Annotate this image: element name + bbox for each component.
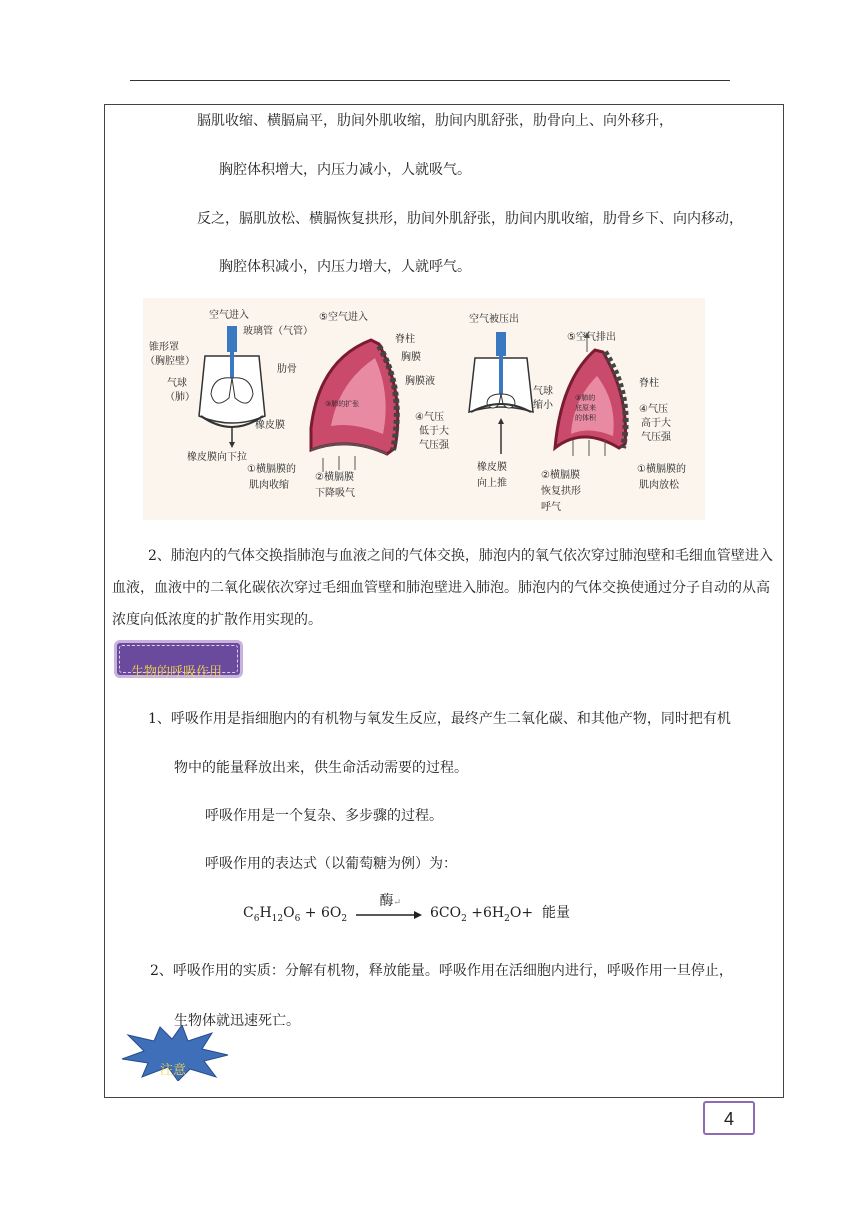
fig-label: 肌肉放松 — [639, 480, 679, 491]
fig-label: 脊柱 — [639, 378, 659, 389]
fig-label: （胸腔壁） — [145, 356, 195, 367]
fig-label: 橡皮膜向下拉 — [187, 452, 247, 463]
fig-label: ⑤空气排出 — [567, 332, 616, 343]
fig-label: 呼气 — [541, 502, 561, 513]
fig-label: 玻璃管（气管） — [243, 326, 313, 337]
fig-label: 气球 — [533, 386, 553, 397]
header-rule — [130, 80, 730, 81]
fig-label: ⑤空气进入 — [319, 312, 368, 323]
fig-label: 下降吸气 — [315, 488, 355, 499]
section-title: 生物的呼吸作用 — [131, 665, 223, 680]
inhale-line-2: 胸腔体积增大，内压力减小，人就吸气。 — [219, 162, 471, 178]
fig-label: ①横膈膜的 — [637, 464, 686, 475]
fig-label: ③肺的 — [575, 394, 596, 402]
fig-label: 恢复拱形 — [541, 486, 581, 497]
respiration-expression-intro: 呼吸作用的表达式（以葡萄糖为例）为： — [205, 856, 457, 872]
alveolar-gas-exchange-paragraph: 2、肺泡内的气体交换指肺泡与血液之间的气体交换，肺泡内的氧气依次穿过肺泡壁和毛细血管壁进入血液，血液中的二氧化碳依次穿过毛细血管壁和肺泡壁进入肺泡。肺泡内的气体交换使通过分子自动的从高浓度向低浓度的扩散作用实现的。 — [112, 548, 773, 628]
respiration-essence-line-1: 2、呼吸作用的实质：分解有机物，释放能量。呼吸作用在活细胞内进行，呼吸作用一旦停止， — [150, 963, 733, 979]
glucose-formula: $C_6H_{12}O_6 + 6O_2$ — [243, 905, 348, 924]
fig-label: ④气压 — [415, 412, 444, 423]
fig-label: ②横膈膜 — [315, 472, 354, 483]
fig-label: 向上推 — [477, 478, 507, 489]
fig-label: 肋骨 — [277, 364, 297, 375]
note-label: 注意 — [160, 1063, 187, 1078]
fig-label: 胸膜 — [401, 352, 421, 363]
products-formula: $6CO_2 +6H_2O+$ 能量 — [430, 905, 570, 924]
fig-label: ②横膈膜 — [541, 470, 580, 481]
fig-label: 的体积 — [575, 414, 596, 422]
enzyme-label: 酶↵ — [379, 893, 402, 909]
fig-label: 空气进入 — [209, 310, 249, 321]
fig-label: 高于大 — [641, 418, 671, 429]
page-number-box — [703, 1101, 755, 1135]
fig-label: 锥形罩 — [149, 342, 179, 353]
bell-jar-model-exhale — [469, 332, 533, 454]
fig-label: ④气压 — [639, 404, 668, 415]
respiration-equation — [243, 893, 570, 928]
inhale-line-1: 膈肌收缩、横膈扁平，肋间外肌收缩，肋间内肌舒张，肋骨向上、向外移升， — [197, 113, 673, 129]
fig-label: 气压强 — [641, 432, 671, 443]
page-number: 4 — [723, 1109, 734, 1129]
fig-label: 气压强 — [419, 440, 449, 451]
exhale-line-2: 胸腔体积减小，内压力增大，人就呼气。 — [219, 259, 471, 275]
fig-label: 底原来 — [575, 404, 596, 412]
reaction-arrow — [356, 893, 422, 922]
fig-label: 脊柱 — [395, 334, 415, 345]
fig-label: （肺） — [165, 392, 195, 403]
fig-label: 橡皮膜 — [477, 462, 507, 473]
exhale-line-1: 反之，膈肌放松、横膈恢复拱形，肋间外肌舒张，肋间内肌收缩，肋骨乡下、向内移动， — [197, 211, 743, 227]
note-star-badge — [120, 1025, 230, 1081]
fig-label: 空气被压出 — [469, 314, 519, 325]
section-title-tag — [114, 640, 243, 678]
arrow-icon — [356, 910, 422, 920]
fig-label: 胸膜液 — [405, 376, 435, 387]
respiration-definition-line-2: 物中的能量释放出来，供生命活动需要的过程。 — [174, 760, 468, 776]
breathing-mechanism-figure — [143, 298, 705, 520]
respiration-complexity: 呼吸作用是一个复杂、多步骤的过程。 — [205, 808, 443, 824]
fig-label: 低于大 — [419, 426, 449, 437]
fig-label: ③肺的扩张 — [325, 400, 360, 408]
respiration-definition-line-1: 1、呼吸作用是指细胞内的有机物与氧发生反应，最终产生二氧化碳、和其他产物，同时把有机 — [148, 711, 731, 727]
fig-label: 缩小 — [533, 400, 553, 411]
fig-label: 肌肉收缩 — [249, 480, 289, 491]
fig-label: 气球 — [167, 378, 187, 389]
fig-label: 橡皮膜 — [255, 420, 285, 431]
respiration-essence-line-2: 生物体就迅速死亡。 — [174, 1013, 300, 1029]
fig-label: ①横膈膜的 — [247, 464, 296, 475]
